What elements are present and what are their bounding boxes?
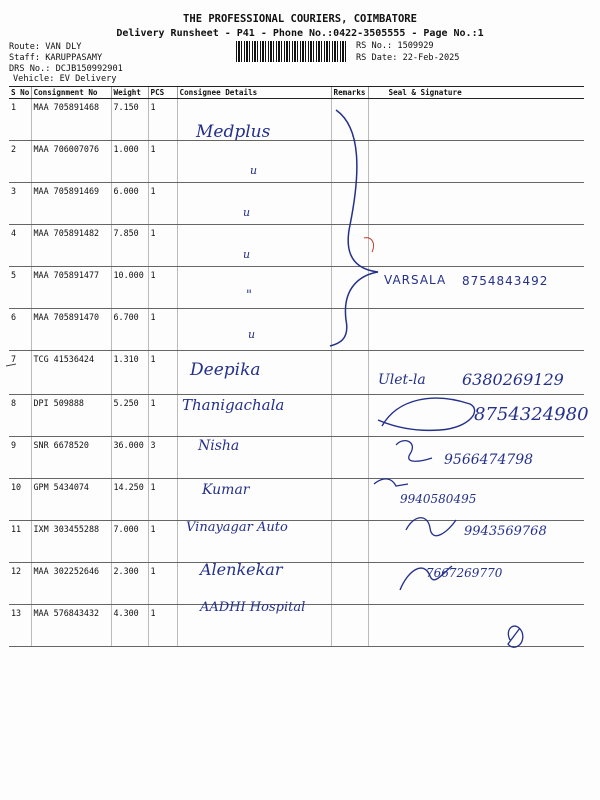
margin-mark	[6, 364, 16, 366]
cell-consignment: TCG 41536424	[31, 351, 111, 395]
cell-consignment: DPI 509888	[31, 395, 111, 437]
consignee-handwriting: Nisha	[198, 438, 240, 454]
signature-name: Ulet-la	[378, 372, 426, 388]
cell-pcs: 1	[148, 521, 177, 563]
cell-sno: 7	[9, 351, 31, 395]
cell-pcs: 1	[148, 605, 177, 647]
consignee-handwriting: AADHI Hospital	[200, 600, 306, 615]
column-header-weight: Weight	[111, 87, 148, 99]
bracket-stroke	[330, 110, 378, 346]
signature-scrawl-9	[396, 441, 432, 462]
cell-weight: 10.000	[111, 267, 148, 309]
cell-pcs: 1	[148, 309, 177, 351]
column-header-consignment: Consignment No	[31, 87, 111, 99]
consignee-handwriting: Kumar	[202, 482, 250, 498]
cell-sno: 6	[9, 309, 31, 351]
cell-sno: 10	[9, 479, 31, 521]
consignee-handwriting: Medplus	[196, 122, 271, 142]
cell-weight: 1.000	[111, 141, 148, 183]
cell-sno: 4	[9, 225, 31, 267]
consignee-handwriting: Alenkekar	[200, 560, 283, 579]
cell-weight: 6.000	[111, 183, 148, 225]
cell-consignment: MAA 706007076	[31, 141, 111, 183]
cell-weight: 6.700	[111, 309, 148, 351]
cell-consignment: MAA 705891482	[31, 225, 111, 267]
cell-weight: 7.850	[111, 225, 148, 267]
cell-sno: 9	[9, 437, 31, 479]
cell-pcs: 1	[148, 141, 177, 183]
cell-pcs: 1	[148, 351, 177, 395]
cell-sno: 3	[9, 183, 31, 225]
consignee-handwriting: u	[250, 164, 258, 177]
column-header-signature: Seal & Signature	[368, 87, 584, 99]
signature-scrawl-8	[378, 398, 475, 430]
cell-weight: 1.310	[111, 351, 148, 395]
cell-weight: 4.300	[111, 605, 148, 647]
cell-consignment: MAA 302252646	[31, 563, 111, 605]
drs-label: DRS No.: DCJB150992901	[9, 64, 123, 74]
cell-weight: 5.250	[111, 395, 148, 437]
staff-label: Staff: KARUPPASAMY	[9, 53, 103, 63]
cell-sno: 11	[9, 521, 31, 563]
signature-phone: 9940580495	[400, 492, 477, 506]
cell-sno: 2	[9, 141, 31, 183]
column-header-pcs: PCS	[148, 87, 177, 99]
cell-weight: 7.000	[111, 521, 148, 563]
cell-pcs: 3	[148, 437, 177, 479]
vehicle-label: Vehicle: EV Delivery	[13, 74, 117, 84]
cell-sno: 8	[9, 395, 31, 437]
cell-pcs: 1	[148, 183, 177, 225]
signature-phone: 8754324980	[474, 404, 589, 425]
rs-date: RS Date: 22-Feb-2025	[356, 53, 460, 63]
cell-sno: 1	[9, 99, 31, 141]
cell-pcs: 1	[148, 225, 177, 267]
rs-number: RS No.: 1509929	[356, 41, 434, 51]
route-label: Route: VAN DLY	[9, 42, 82, 52]
signature-scrawl-13	[508, 626, 523, 647]
cell-consignment: GPM 5434074	[31, 479, 111, 521]
consignee-handwriting: Deepika	[190, 360, 261, 380]
column-header-consignee: Consignee Details	[177, 87, 331, 99]
cell-sno: 5	[9, 267, 31, 309]
cell-consignment: MAA 705891477	[31, 267, 111, 309]
cell-sno: 12	[9, 563, 31, 605]
consignee-handwriting: Vinayagar Auto	[186, 520, 288, 535]
column-header-sno: S No	[11, 88, 30, 97]
cell-pcs: 1	[148, 563, 177, 605]
signature-scrawl-10	[374, 479, 408, 486]
cell-weight: 36.000	[111, 437, 148, 479]
cell-consignment: IXM 303455288	[31, 521, 111, 563]
signature-phone: 7667269770	[426, 566, 503, 580]
cell-sno: 13	[9, 605, 31, 647]
company-title: THE PROFESSIONAL COURIERS, COIMBATORE	[183, 13, 417, 25]
cell-consignment: MAA 705891469	[31, 183, 111, 225]
cell-consignment: MAA 705891470	[31, 309, 111, 351]
signature-phone: 6380269129	[462, 370, 564, 389]
red-tick-mark	[364, 238, 374, 252]
signature-name: VARSALA	[384, 273, 447, 287]
cell-pcs: 1	[148, 479, 177, 521]
consignee-handwriting: "	[246, 288, 252, 303]
cell-pcs: 1	[148, 99, 177, 141]
cell-weight: 14.250	[111, 479, 148, 521]
signature-phone: 8754843492	[462, 274, 549, 288]
cell-pcs: 1	[148, 267, 177, 309]
cell-consignment: MAA 705891468	[31, 99, 111, 141]
consignee-handwriting: Thanigachala	[182, 396, 285, 414]
column-header-remarks: Remarks	[331, 87, 368, 99]
cell-pcs: 1	[148, 395, 177, 437]
cell-consignment: SNR 6678520	[31, 437, 111, 479]
consignee-handwriting: u	[248, 328, 256, 341]
cell-weight: 2.300	[111, 563, 148, 605]
signature-phone: 9943569768	[464, 524, 547, 539]
signature-scrawl-11	[406, 518, 456, 536]
runsheet-subtitle: Delivery Runsheet - P41 - Phone No.:0422-3505555 - Page No.:1	[116, 28, 484, 39]
cell-weight: 7.150	[111, 99, 148, 141]
signature-phone: 9566474798	[444, 452, 534, 468]
consignee-handwriting: u	[243, 248, 251, 261]
consignee-handwriting: u	[243, 206, 251, 219]
cell-consignment: MAA 576843432	[31, 605, 111, 647]
